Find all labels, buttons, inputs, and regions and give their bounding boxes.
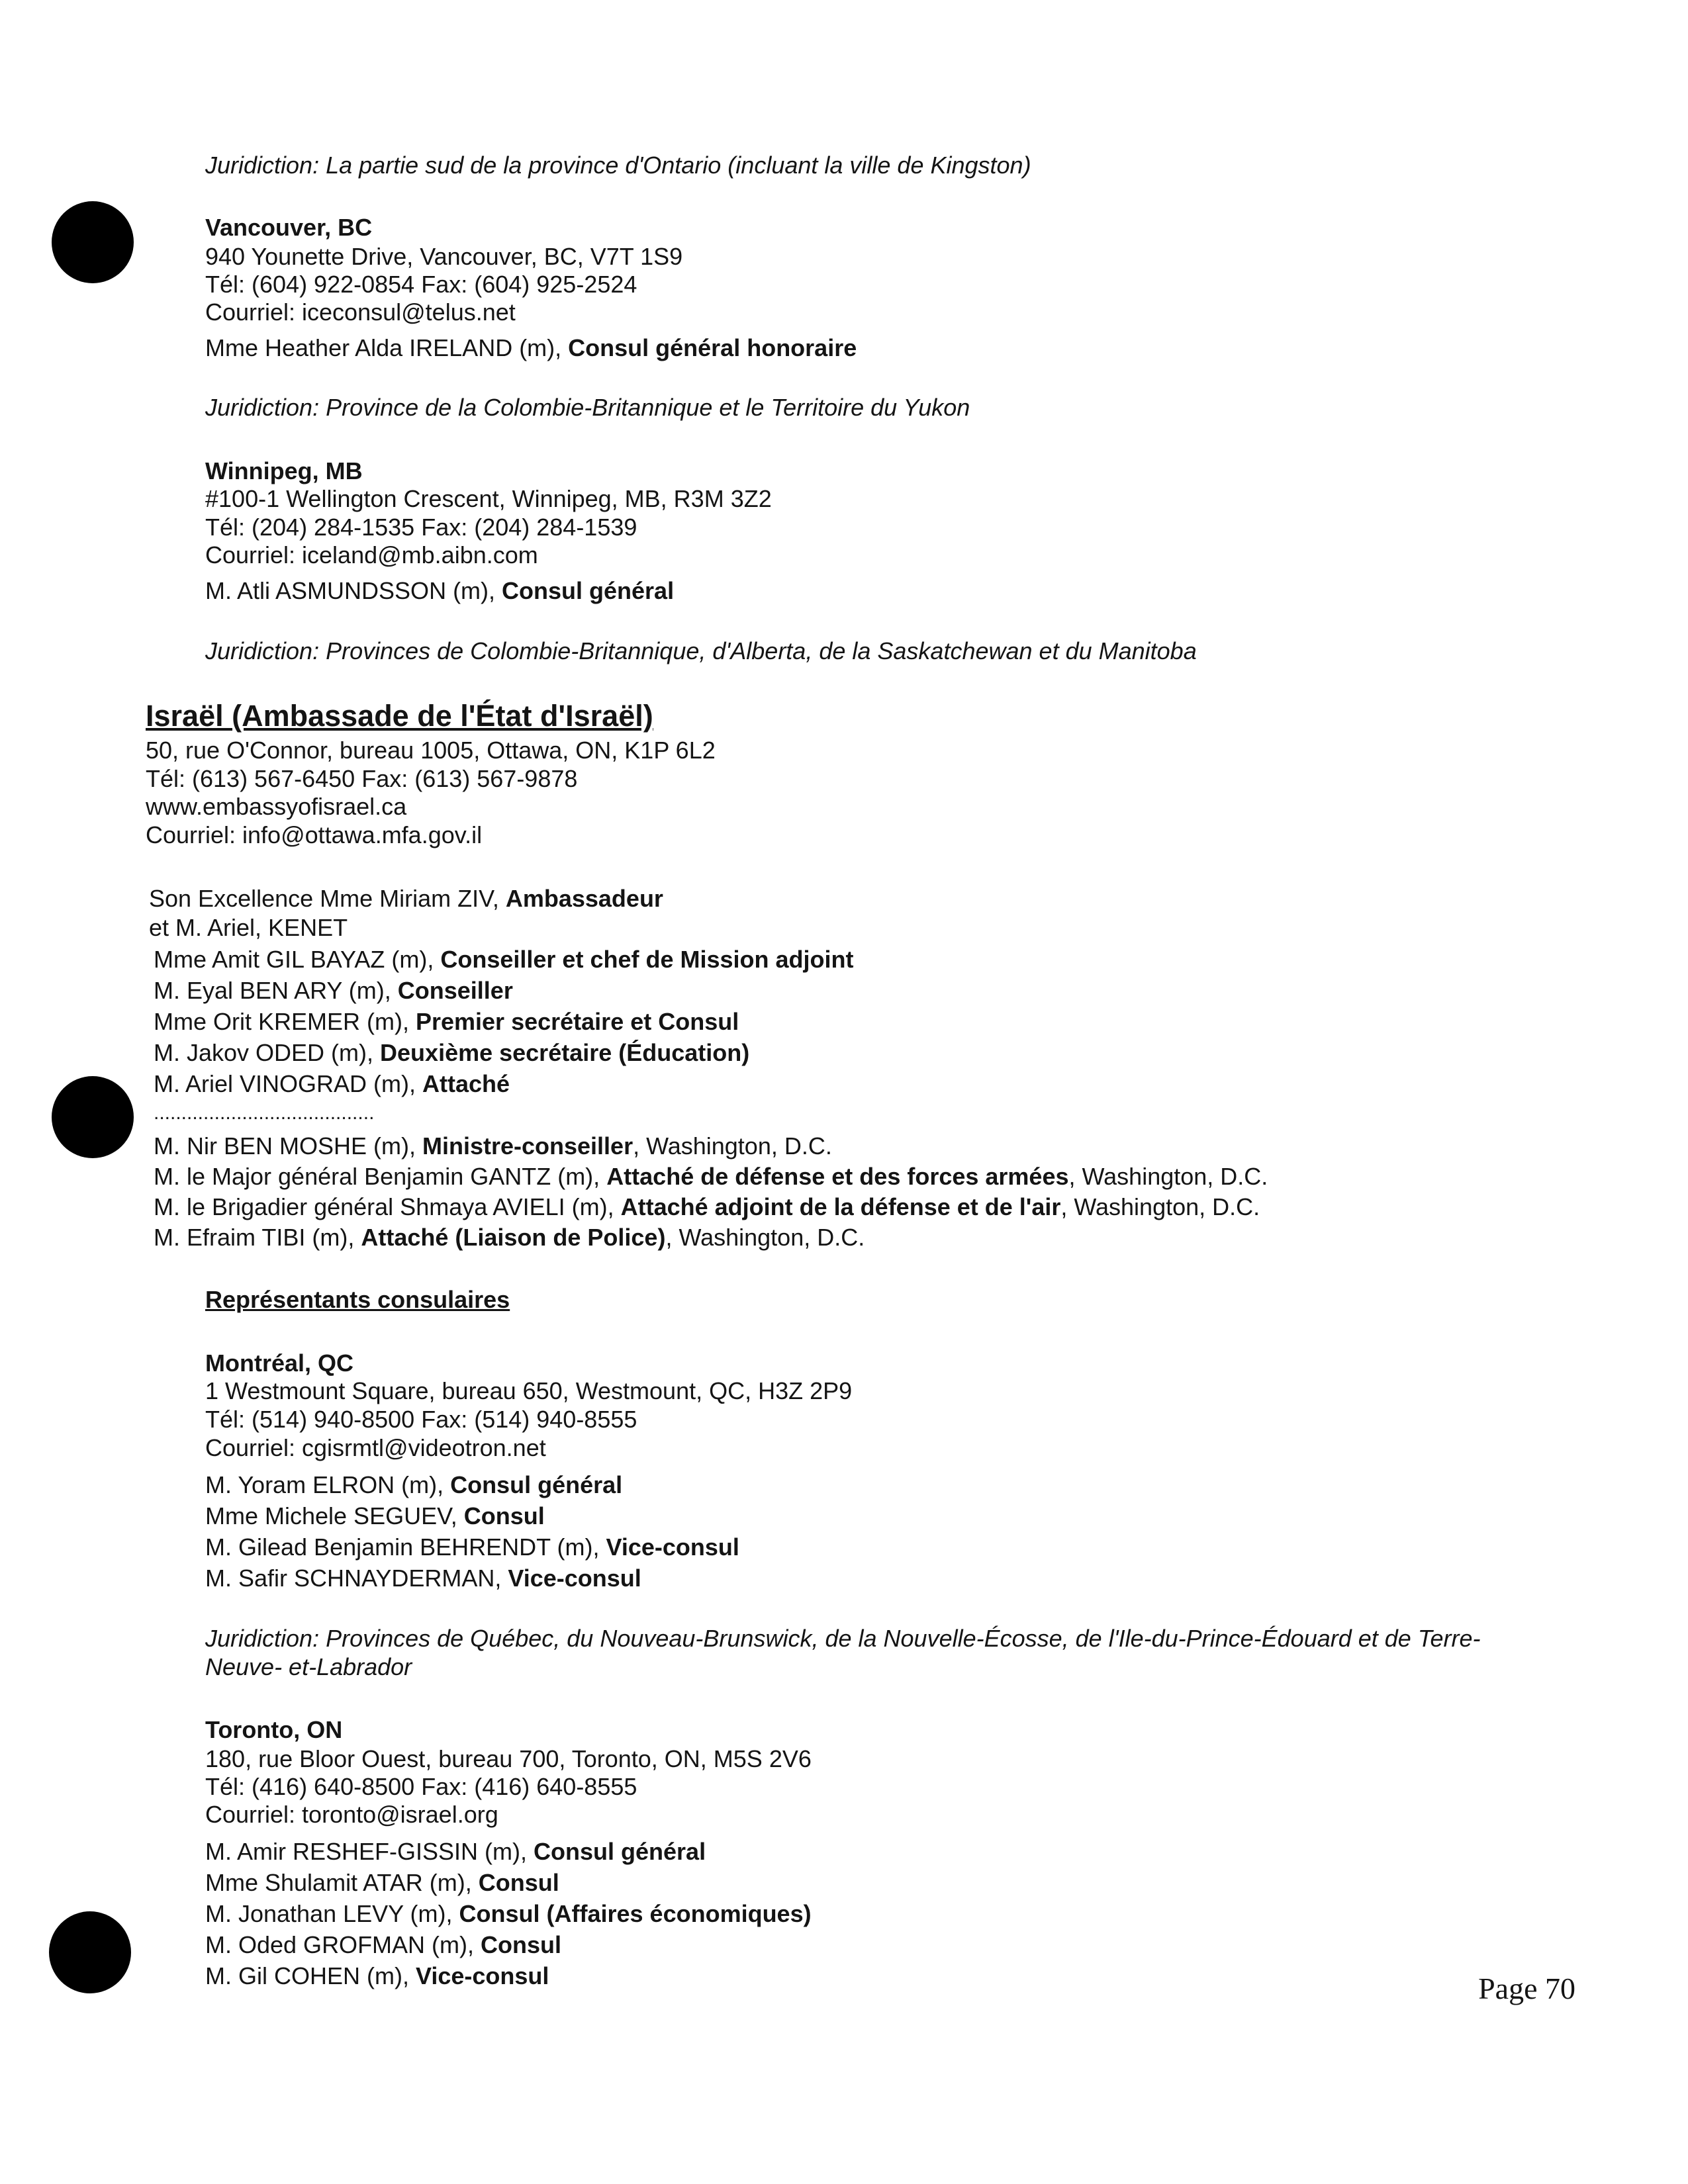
jurisdiction-text: Juridiction: Provinces de Québec, du Nouveau-Brunswick, de la Nouvelle-Écosse, de l'Ile-du-Prince-Édouard et de Terre- — [205, 1625, 1481, 1652]
staff-entry: M. Gilead Benjamin BEHRENDT (m), Vice-consul — [205, 1533, 739, 1561]
consulate-city: Winnipeg, MB — [205, 457, 363, 484]
country-heading: Israël (Ambassade de l'État d'Israël) — [146, 699, 653, 733]
consulate-address: 1 Westmount Square, bureau 650, Westmount, QC, H3Z 2P9 — [205, 1377, 853, 1404]
jurisdiction-text: Juridiction: La partie sud de la province d'Ontario (incluant la ville de Kingston) — [205, 152, 1031, 179]
consulate-address: 940 Younette Drive, Vancouver, BC, V7T 1S9 — [205, 243, 683, 270]
embassy-address: 50, rue O'Connor, bureau 1005, Ottawa, ON, K1P 6L2 — [146, 737, 716, 764]
consulate-city: Montréal, QC — [205, 1349, 354, 1377]
consulate-email: Courriel: toronto@israel.org — [205, 1801, 498, 1828]
consulate-phone: Tél: (204) 284-1535 Fax: (204) 284-1539 — [205, 514, 637, 541]
embassy-email: Courriel: info@ottawa.mfa.gov.il — [146, 821, 483, 848]
staff-entry: M. Jakov ODED (m), Deuxième secrétaire (Éducation) — [154, 1039, 750, 1066]
consulate-address: 180, rue Bloor Ouest, bureau 700, Toronto, ON, M5S 2V6 — [205, 1745, 812, 1772]
staff-entry: Mme Shulamit ATAR (m), Consul — [205, 1869, 559, 1896]
staff-entry: Mme Michele SEGUEV, Consul — [205, 1502, 545, 1529]
staff-entry: Son Excellence Mme Miriam ZIV, Ambassadeur — [149, 885, 663, 912]
jurisdiction-text: Neuve- et-Labrador — [205, 1653, 412, 1680]
jurisdiction-text: Juridiction: Provinces de Colombie-Britannique, d'Alberta, de la Saskatchewan et du Manitoba — [205, 637, 1197, 664]
consulate-city: Toronto, ON — [205, 1716, 343, 1743]
staff-entry: M. Yoram ELRON (m), Consul général — [205, 1471, 623, 1498]
dotted-separator: ........................................ — [154, 1102, 375, 1124]
consulate-email: Courriel: iceland@mb.aibn.com — [205, 541, 538, 569]
staff-entry: M. Ariel VINOGRAD (m), Attaché — [154, 1070, 510, 1097]
consulate-phone: Tél: (514) 940-8500 Fax: (514) 940-8555 — [205, 1406, 637, 1433]
jurisdiction-text: Juridiction: Province de la Colombie-Britannique et le Territoire du Yukon — [205, 394, 970, 421]
staff-entry: Mme Amit GIL BAYAZ (m), Conseiller et chef de Mission adjoint — [154, 946, 854, 973]
staff-entry: M. Oded GROFMAN (m), Consul — [205, 1931, 562, 1958]
consulate-phone: Tél: (604) 922-0854 Fax: (604) 925-2524 — [205, 271, 637, 298]
staff-entry: M. le Brigadier général Shmaya AVIELI (m), Attaché adjoint de la défense et de l'air, Washington, D.C. — [154, 1193, 1260, 1220]
staff-entry: M. Nir BEN MOSHE (m), Ministre-conseiller, Washington, D.C. — [154, 1132, 832, 1160]
section-heading: Représentants consulaires — [205, 1286, 510, 1313]
staff-entry: et M. Ariel, KENET — [149, 914, 348, 941]
staff-entry: Mme Orit KREMER (m), Premier secrétaire et Consul — [154, 1008, 739, 1035]
staff-entry: M. le Major général Benjamin GANTZ (m), Attaché de défense et des forces armées, Washington, D.C. — [154, 1163, 1268, 1190]
staff-entry: Mme Heather Alda IRELAND (m), Consul général honoraire — [205, 334, 857, 361]
embassy-website: www.embassyofisrael.ca — [146, 793, 407, 820]
staff-entry: M. Safir SCHNAYDERMAN, Vice-consul — [205, 1565, 641, 1592]
consulate-email: Courriel: iceconsul@telus.net — [205, 298, 516, 326]
staff-entry: M. Efraim TIBI (m), Attaché (Liaison de Police), Washington, D.C. — [154, 1224, 865, 1251]
staff-entry: M. Jonathan LEVY (m), Consul (Affaires économiques) — [205, 1900, 812, 1927]
staff-entry: M. Amir RESHEF-GISSIN (m), Consul général — [205, 1838, 706, 1865]
page-number: Page 70 — [1478, 1972, 1575, 2005]
consulate-phone: Tél: (416) 640-8500 Fax: (416) 640-8555 — [205, 1773, 637, 1800]
embassy-phone: Tél: (613) 567-6450 Fax: (613) 567-9878 — [146, 765, 578, 792]
staff-entry: M. Atli ASMUNDSSON (m), Consul général — [205, 577, 675, 604]
staff-entry: M. Gil COHEN (m), Vice-consul — [205, 1962, 549, 1989]
consulate-email: Courriel: cgisrmtl@videotron.net — [205, 1434, 546, 1461]
consulate-address: #100-1 Wellington Crescent, Winnipeg, MB, R3M 3Z2 — [205, 485, 772, 512]
staff-entry: M. Eyal BEN ARY (m), Conseiller — [154, 977, 513, 1004]
consulate-city: Vancouver, BC — [205, 214, 373, 241]
